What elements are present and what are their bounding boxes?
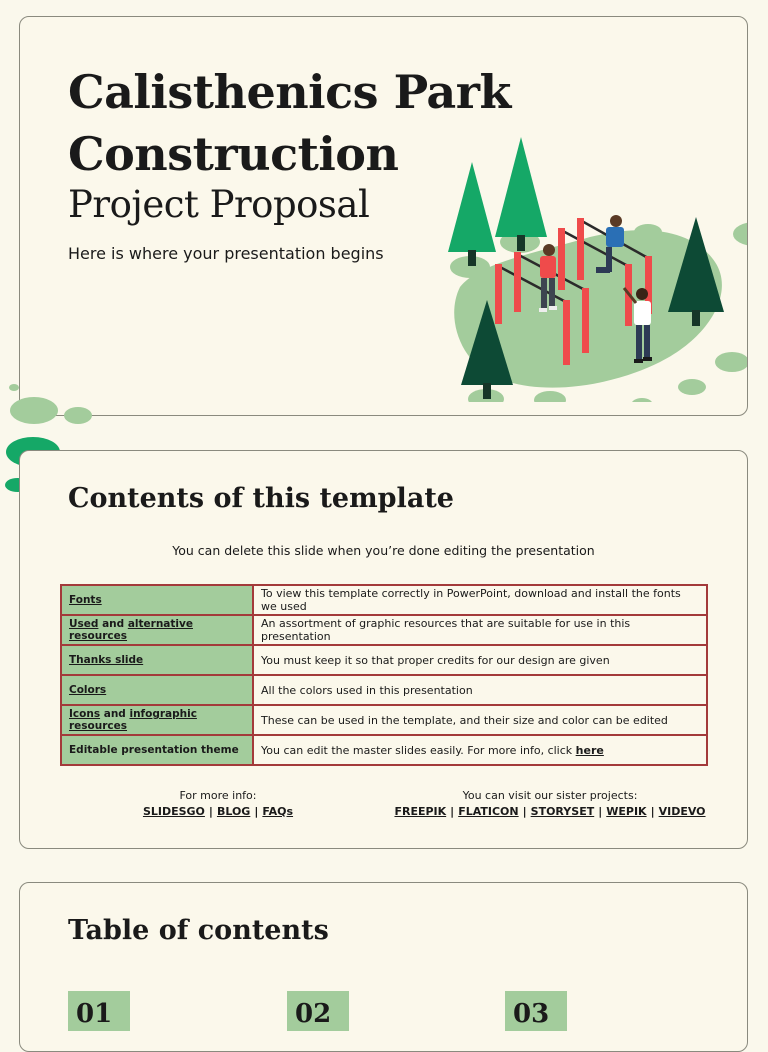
resource-description-cell: [253, 645, 707, 675]
resource-description-cell: [253, 705, 707, 735]
cover-slide: [19, 16, 748, 416]
more-info-link-blog[interactable]: BLOG: [216, 805, 251, 818]
resource-description: To view this template correctly in PowerPoint, download and install the fonts we used: [261, 587, 685, 613]
more-info: [120, 788, 316, 820]
sister-link-storyset[interactable]: STORYSET: [530, 805, 595, 818]
resource-description: You must keep it so that proper credits for our design are given: [261, 653, 610, 667]
ground-spot: [534, 391, 566, 402]
resource-name-cell: [61, 705, 253, 735]
resource-description-cell: [253, 675, 707, 705]
link-separator: |: [522, 805, 527, 818]
resource-description-cell: [253, 735, 707, 765]
resource-link[interactable]: Editable presentation theme: [69, 744, 239, 756]
sister-projects: [380, 788, 720, 820]
link-separator: |: [450, 805, 455, 818]
sister-link-freepik[interactable]: FREEPIK: [394, 805, 447, 818]
more-info-links: [120, 804, 316, 820]
resource-name-cell: [61, 645, 253, 675]
cover-tagline: Here is where your presentation begins: [68, 244, 384, 263]
resource-description: These can be used in the template, and their size and color can be edited: [261, 713, 668, 727]
toc-number-03: 03: [505, 991, 567, 1031]
resource-link[interactable]: Fonts: [69, 594, 102, 606]
pine-tree: [448, 162, 496, 266]
ground-spot: [715, 352, 748, 372]
ground-spot: [634, 224, 662, 240]
decor-blob: [9, 384, 19, 391]
resource-link[interactable]: Thanks slide: [69, 654, 144, 666]
link-separator: |: [598, 805, 603, 818]
resource-link[interactable]: alternative resources: [69, 618, 193, 642]
resource-link[interactable]: Colors: [69, 684, 107, 696]
resource-link[interactable]: Used: [69, 618, 99, 630]
table-row: [61, 615, 707, 645]
resource-name-cell: [61, 675, 253, 705]
table-row: [61, 735, 707, 765]
cover-title-line2: Construction: [68, 127, 399, 181]
sister-projects-label: You can visit our sister projects:: [462, 789, 638, 802]
link-separator: |: [208, 805, 213, 818]
toc-number-02: 02: [287, 991, 349, 1031]
park-illustration: [420, 112, 748, 402]
sister-projects-links: [380, 804, 720, 820]
ground-spot: [631, 398, 653, 402]
more-info-link-faqs[interactable]: FAQs: [262, 805, 294, 818]
contents-note: You can delete this slide when you’re done editing the presentation: [172, 543, 595, 558]
resource-name-cell: [61, 735, 253, 765]
resource-description: An assortment of graphic resources that are suitable for use in this presentation: [261, 617, 634, 643]
sister-link-videvo[interactable]: VIDEVO: [658, 805, 706, 818]
decor-blob: [10, 397, 58, 424]
resource-join: and: [98, 618, 128, 630]
resource-link[interactable]: Icons: [69, 708, 101, 720]
toc-number-01: 01: [68, 991, 130, 1031]
table-row: [61, 675, 707, 705]
table-row: [61, 705, 707, 735]
sister-link-wepik[interactable]: WEPIK: [606, 805, 647, 818]
resource-description: All the colors used in this presentation: [261, 683, 473, 697]
here-link[interactable]: here: [575, 743, 604, 757]
resource-link[interactable]: infographic resources: [69, 708, 197, 732]
resource-name-cell: [61, 585, 253, 615]
table-row: [61, 585, 707, 615]
link-separator: |: [254, 805, 259, 818]
contents-table: [60, 584, 708, 766]
more-info-label: For more info:: [179, 789, 257, 802]
resource-description-cell: [253, 585, 707, 615]
link-separator: |: [650, 805, 655, 818]
resource-description: You can edit the master slides easily. For more info, click: [261, 743, 576, 757]
sister-link-flaticon[interactable]: FLATICON: [458, 805, 519, 818]
ground-spot: [733, 222, 748, 246]
pine-tree: [495, 137, 547, 251]
cover-title-line1: Calisthenics Park: [68, 65, 511, 119]
resource-description-cell: [253, 615, 707, 645]
toc-slide: [19, 882, 748, 1052]
decor-blob: [64, 407, 92, 424]
toc-heading: Table of contents: [68, 915, 329, 946]
contents-slide: [19, 450, 748, 849]
cover-subtitle: Project Proposal: [68, 183, 370, 226]
resource-join: and: [100, 708, 130, 720]
table-row: [61, 645, 707, 675]
resource-name-cell: [61, 615, 253, 645]
contents-heading: Contents of this template: [68, 483, 454, 514]
ground-spot: [678, 379, 706, 395]
more-info-link-slidesgo[interactable]: SLIDESGO: [142, 805, 205, 818]
